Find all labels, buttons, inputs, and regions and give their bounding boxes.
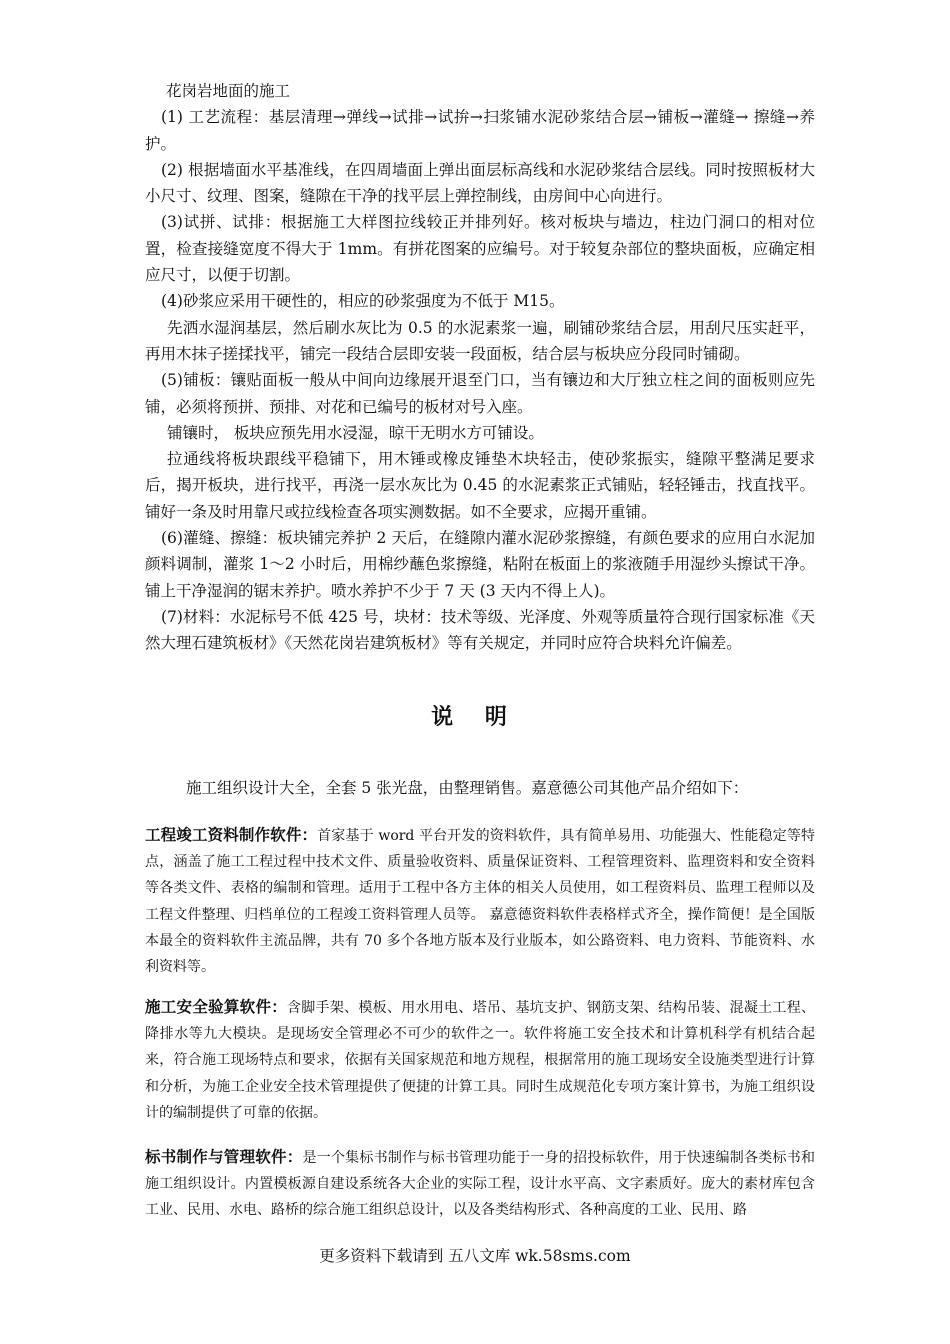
paragraph-trial-layout: (3)试拼、试排：根据施工大样图拉线较正并排列好。核对板块与墙边，柱边门洞口的相对位置，检查接缝宽度不得大于 1mm。有拼花图案的应编号。对于较复杂部位的整块面板，应确定相应尺寸，以便于切割。 xyxy=(145,213,815,285)
product-name: 标书制作与管理软件： xyxy=(145,1148,303,1166)
product-description: 含脚手架、模板、用水用电、塔吊、基坑支护、钢筋支架、结构吊装、混凝土工程、降排水等九大模块。是现场安全管理必不可少的软件之一。软件将施工安全技术和计算机科学有机结合起来，符合施工现场特点和要求，依据有关国家规范和地方规程，根据常用的施工现场安全设施类型进行计算和分析，为施工企业安全技术管理提供了便捷的计算工具。同时生成规范化专项方案计算书，为施工组织设计的编制提供了可靠的依据。 xyxy=(145,1000,815,1121)
paragraph-leveling: 拉通线将板块跟线平稳铺下，用木锤或橡皮锤垫木块轻击，使砂浆振实，缝隙平整满足要求后，揭开板块，进行找平，再浇一层水灰比为 0.45 的水泥素浆正式铺贴，轻轻锤击，找直找平。铺好一条及时用靠尺或拉线检查各项实测数据。如不全要求，应揭开重铺。 xyxy=(145,450,815,521)
product-name: 工程竣工资料制作软件： xyxy=(145,826,318,844)
product-item xyxy=(145,822,815,980)
construction-section xyxy=(145,78,815,657)
product-item xyxy=(145,994,815,1126)
notice-intro: 施工组织设计大全，全套 5 张光盘，由整理销售。嘉意德公司其他产品介绍如下： xyxy=(186,779,749,797)
paragraph-soaking: 铺镶时， 板块应预先用水浸湿，晾干无明水方可铺设。 xyxy=(167,423,544,442)
notice-title: 说 明 xyxy=(431,705,519,730)
paragraph-grouting: (6)灌缝、擦缝：板块铺完养护 2 天后，在缝隙内灌水泥砂浆擦缝，有颜色要求的应用白水泥加颜料调制，灌浆 1～2 小时后，用棉纱蘸色浆擦缝，粘附在板面上的浆液随手用湿纱头擦试干净。铺上干净湿润的锯末养护。喷水养护不少于 7 天 (3 天内不得上人)。 xyxy=(145,529,815,600)
product-description: 是一个集标书制作与标书管理功能于一身的招投标软件，用于快速编制各类标书和施工组织设计。内置模板源自建设系统各大企业的实际工程，设计水平高、文字素质好。庞大的素材库包含工业、民用、水电、路桥的综合施工组织总设计，以及各类结构形式、各种高度的工业、民用、路 xyxy=(145,1150,815,1219)
paragraph-baseline: (2) 根据墙面水平基准线，在四周墙面上弹出面层标高线和水泥砂浆结合层线。同时按照板材大小尺寸、纹理、图案，缝隙在干净的找平层上弹控制线，由房间中心向进行。 xyxy=(145,160,815,206)
product-name: 施工安全验算软件： xyxy=(145,998,287,1016)
product-description: 首家基于 word 平台开发的资料软件，具有简单易用、功能强大、性能稳定等特点，涵盖了施工工程过程中技术文件、质量验收资料、质量保证资料、工程管理资料、监理资料和安全资料等各类文件、表格的编制和管理。适用于工程中各方主体的相关人员使用，如工程资料员、监理工程师以及工程文件整理、归档单位的工程竣工资料管理人员等。 嘉意德资料软件表格样式齐全，操作简便！是全国版本最全的资料软件主流品牌，共有 70 多个各地方版本及行业版本，如公路资料、电力资料、节能资料、水利资料等。 xyxy=(145,828,815,976)
paragraph-mortar: (4)砂浆应采用干硬性的，相应的砂浆强度为不低于 M15。 xyxy=(161,292,565,311)
footer-download-link[interactable]: 更多资料下载请到 五八文库 wk.58sms.com xyxy=(319,1247,631,1265)
paragraph-wetting: 先洒水湿润基层，然后刷水灰比为 0.5 的水泥素浆一遍，刷铺砂浆结合层，用刮尺压实赶平，再用木抹子搓揉找平，铺完一段结合层即安装一段面板，结合层与板块应分段同时铺砌。 xyxy=(145,318,815,363)
section-heading: 花岗岩地面的施工 xyxy=(166,82,291,100)
paragraph-laying: (5)铺板：镶贴面板一般从中间向边缘展开退至门口，当有镶边和大厅独立柱之间的面板则应先铺，必须将预拼、预排、对花和已编号的板材对号入座。 xyxy=(145,371,815,416)
product-item xyxy=(145,1144,815,1224)
paragraph-materials: (7)材料：水泥标号不低 425 号，块材：技术等级、光泽度、外观等质量符合现行国家标准《天然大理石建筑板材》《天然花岗岩建筑板材》等有关规定，并同时应符合块料允许偏差。 xyxy=(145,607,815,653)
paragraph-process-flow: (1) 工艺流程：基层清理→弹线→试排→试拚→扫浆铺水泥砂浆结合层→铺板→灌缝→ 擦缝→养护。 xyxy=(145,108,815,153)
